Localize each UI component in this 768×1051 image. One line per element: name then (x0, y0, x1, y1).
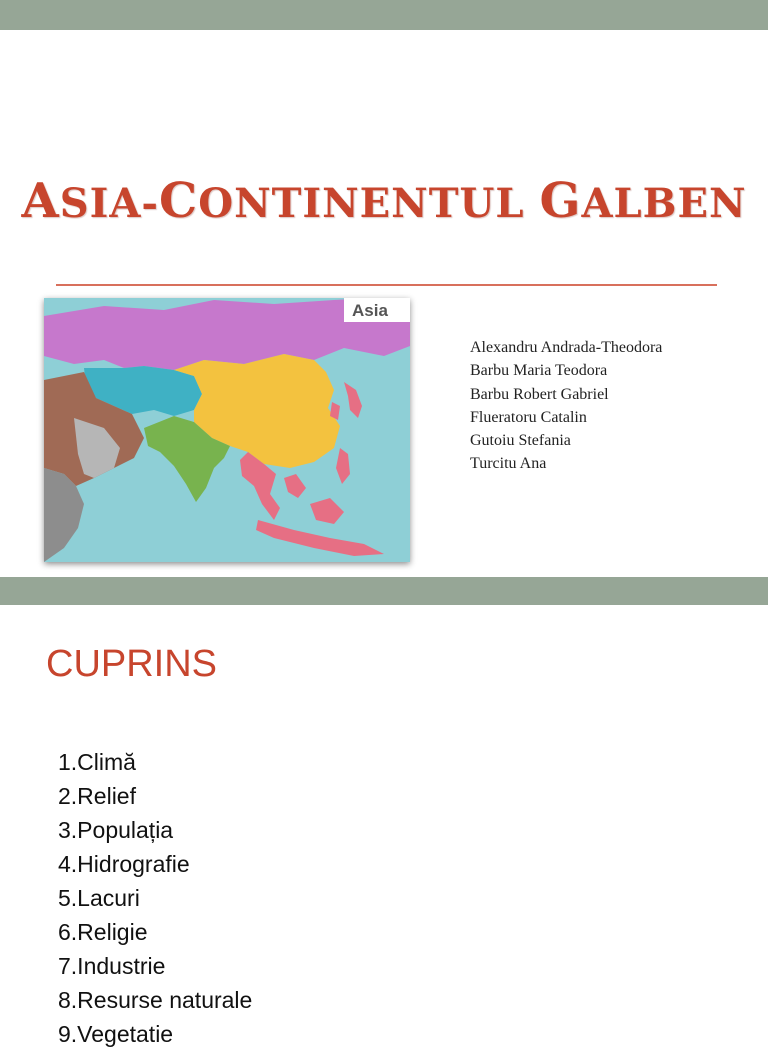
slide-separator-top (0, 0, 768, 30)
author-name: Alexandru Andrada-Theodora (470, 339, 663, 356)
author-name: Turcitu Ana (470, 455, 547, 473)
asia-map-image (44, 298, 410, 562)
contents-item: 7.Industrie (58, 953, 166, 979)
contents-item: 3.Populația (58, 817, 174, 843)
author-name: Gutoiu Stefania (470, 432, 571, 450)
contents-item: 6.Religie (58, 919, 148, 945)
slide-separator (0, 577, 768, 605)
slide-title: ASIA-CONTINENTUL GALBEN (21, 172, 747, 229)
contents-slide (0, 605, 768, 1047)
asia-map-svg (44, 298, 410, 562)
map-label: Asia (352, 301, 388, 320)
title-divider (56, 284, 717, 286)
author-list (470, 336, 662, 476)
author-name: Barbu Maria Teodora (470, 362, 608, 380)
contents-item: 5.Lacuri (58, 885, 140, 911)
title-slide (0, 30, 768, 577)
contents-item: 4.Hidrografie (58, 851, 190, 877)
contents-item: 2.Relief (58, 783, 136, 809)
author-name: Barbu Robert Gabriel (470, 385, 609, 403)
contents-item: 9.Vegetatie (58, 1021, 174, 1047)
author-name: Flueratoru Catalin (470, 408, 587, 426)
contents-title: CUPRINS (46, 643, 218, 685)
contents-item: 8.Resurse naturale (58, 987, 253, 1013)
contents-list (58, 745, 252, 1051)
contents-item: 1.Climă (58, 749, 136, 775)
